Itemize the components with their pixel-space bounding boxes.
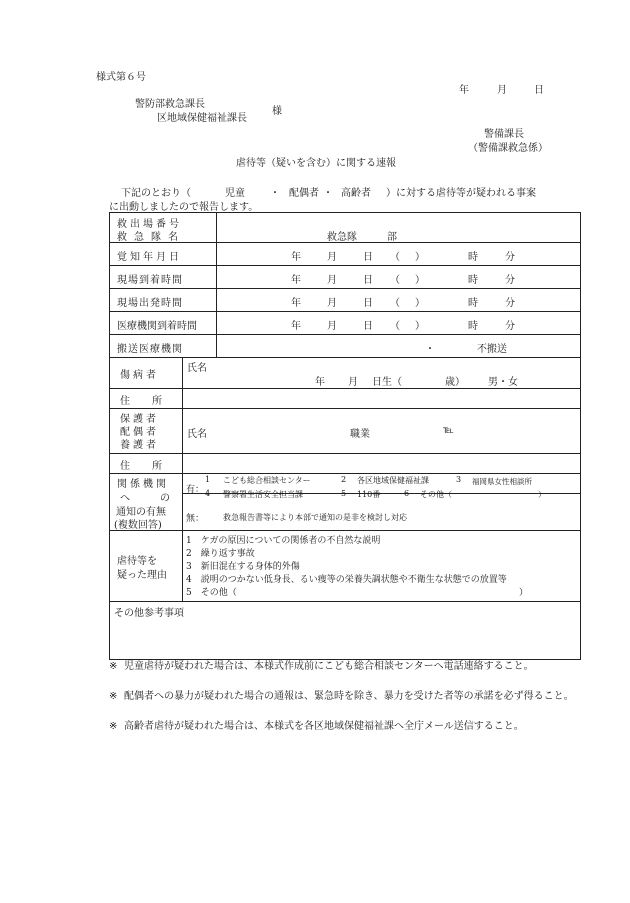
label-other-remarks: その他参考事項 xyxy=(114,608,184,619)
intro-option-elderly: 高齢者 xyxy=(341,188,371,199)
time-month: 月 xyxy=(327,252,337,263)
reason-other-close: ） xyxy=(519,588,529,598)
time-day: 日 xyxy=(363,298,373,309)
reason-item: 3 新旧混在する身体的外傷 xyxy=(186,562,300,572)
time-month: 月 xyxy=(327,275,337,286)
label-awareness-date: 覚知年月日 xyxy=(117,252,182,263)
footnote-text: 高齢者虐待が疑われた場合は、本様式を各区地域保健福祉課へ全庁メール送信すること。 xyxy=(124,721,524,732)
footnote xyxy=(109,659,579,674)
time-hour: 時 xyxy=(468,321,478,332)
label-scene-departure: 現場出発時間 xyxy=(117,298,183,309)
date-month-label: 月 xyxy=(497,85,507,96)
notify-option-5-num: 5 xyxy=(341,489,347,498)
notify-no-text: 救急報告書等により本部で通知の是非を検討し対応 xyxy=(223,513,407,522)
label-scene-arrival: 現場到着時間 xyxy=(117,275,183,286)
notify-no-label: 無： xyxy=(186,514,205,524)
time-minute: 分 xyxy=(505,275,515,286)
time-hour: 時 xyxy=(468,275,478,286)
time-close-paren: ） xyxy=(415,275,425,286)
guardian-name-label: 氏名 xyxy=(187,429,207,440)
guardian-tel-label: ℡ xyxy=(443,425,454,436)
label-address-patient: 住所 xyxy=(120,396,184,407)
label-hospital-arrival: 医療機関到着時間 xyxy=(117,321,197,332)
patient-name-label: 氏名 xyxy=(187,363,207,374)
dispatch-section-suffix: 部 xyxy=(387,232,397,243)
notify-option-6: その他（ xyxy=(420,490,452,499)
label-to: への xyxy=(120,493,200,504)
patient-sex: 男・女 xyxy=(488,377,518,388)
time-hour: 時 xyxy=(468,252,478,263)
notify-option-5: 110番 xyxy=(357,490,381,499)
reason-item: 2 繰り返す事故 xyxy=(186,549,255,559)
intro-line2: に出動しましたので報告します。 xyxy=(109,202,259,213)
label-dispatch-number: 救出場番号 xyxy=(117,219,182,230)
time-open-paren: （ xyxy=(390,321,400,332)
footnote-text: 児童虐待が疑われた場合は、本様式作成前にこども総合相談センターへ電話連絡すること。 xyxy=(124,661,534,672)
intro-option-spouse: 配偶者 xyxy=(289,188,319,199)
recipient-honorific: 様 xyxy=(272,106,282,117)
notify-option-2: 各区地域保健福祉課 xyxy=(357,476,429,485)
label-abuse-reason-1: 虐待等を xyxy=(117,556,157,567)
guardian-job-label: 職業 xyxy=(350,429,370,440)
time-close-paren: ） xyxy=(415,321,425,332)
time-year: 年 xyxy=(291,275,301,286)
notify-option-3-num: 3 xyxy=(456,475,462,484)
label-abuse-reason-2: 疑った理由 xyxy=(117,570,167,581)
time-hour: 時 xyxy=(468,298,478,309)
label-related-agencies: 関係機関 xyxy=(117,479,169,490)
time-close-paren: ） xyxy=(415,298,425,309)
reason-item: 5 その他（ xyxy=(186,588,237,598)
patient-birth-day: 日生（ xyxy=(372,377,402,388)
notify-option-4: 警察署生活安全担当課 xyxy=(223,490,303,499)
reason-item: 4 説明のつかない低身長、るい痩等の栄養失調状態や不衛生な状態での放置等 xyxy=(186,575,507,585)
label-notify-presence: 通知の有無 xyxy=(116,507,166,518)
notify-option-1: こども総合相談センター xyxy=(223,476,311,485)
notify-yes-label: 有： xyxy=(186,485,205,495)
time-year: 年 xyxy=(291,321,301,332)
recipient-line1: 警防部救急課長 xyxy=(135,99,205,110)
time-month: 月 xyxy=(327,321,337,332)
intro-suffix: ）に対する虐待等が疑われる事案 xyxy=(386,188,536,199)
transport-none: 不搬送 xyxy=(477,344,507,355)
label-guardian: 保護者 xyxy=(120,414,159,425)
footnote-mark: ※ xyxy=(109,691,118,702)
patient-age: 歳） xyxy=(445,377,465,388)
reason-item: 1 ケガの原因についての関係者の不自然な説明 xyxy=(186,536,381,546)
time-minute: 分 xyxy=(505,298,515,309)
time-open-paren: （ xyxy=(390,275,400,286)
label-transport-hospital: 搬送医療機関 xyxy=(117,344,183,355)
time-close-paren: ） xyxy=(415,252,425,263)
notify-option-4-num: 4 xyxy=(205,489,211,498)
dispatch-unit-suffix: 救急隊 xyxy=(327,232,357,243)
label-address-guardian: 住所 xyxy=(120,461,184,472)
label-unit-name: 救急隊名 xyxy=(117,232,185,243)
time-minute: 分 xyxy=(505,252,515,263)
sender-line2: （警備課救急係） xyxy=(468,143,548,154)
date-year-label: 年 xyxy=(459,85,469,96)
label-caregiver: 養護者 xyxy=(120,440,159,451)
patient-birth-month: 月 xyxy=(348,377,358,388)
sender-line1: 警備課長 xyxy=(484,129,524,140)
time-month: 月 xyxy=(327,298,337,309)
time-day: 日 xyxy=(363,252,373,263)
notify-option-2-num: 2 xyxy=(341,475,347,484)
intro-option-child: 児童 xyxy=(225,188,245,199)
notify-option-6-close: ） xyxy=(538,490,546,499)
time-open-paren: （ xyxy=(390,252,400,263)
footnote xyxy=(109,689,579,704)
page-title: 虐待等（疑いを含む）に関する速報 xyxy=(236,158,396,169)
time-day: 日 xyxy=(363,275,373,286)
form-number: 様式第６号 xyxy=(96,72,146,83)
time-open-paren: （ xyxy=(390,298,400,309)
patient-birth-year: 年 xyxy=(315,377,325,388)
footnote-mark: ※ xyxy=(109,661,118,672)
notify-option-6-num: 6 xyxy=(404,489,410,498)
footnote-text: 配偶者への暴力が疑われた場合の通報は、緊急時を除き、暴力を受けた者等の承諾を必ず得ること。 xyxy=(124,691,574,702)
label-spouse: 配偶者 xyxy=(120,427,159,438)
notify-option-1-num: 1 xyxy=(205,475,211,484)
time-year: 年 xyxy=(291,298,301,309)
time-minute: 分 xyxy=(505,321,515,332)
intro-prefix: 下記のとおり（ xyxy=(121,188,191,199)
footnote xyxy=(109,719,579,734)
intro-option-dot1: ・ xyxy=(270,188,280,199)
date-day-label: 日 xyxy=(534,85,544,96)
label-patient: 傷病者 xyxy=(120,370,159,381)
notify-option-3: 福岡県女性相談所 xyxy=(472,477,532,486)
transport-dot: ・ xyxy=(425,344,435,355)
intro-option-dot2: ・ xyxy=(323,188,333,199)
report-form-table xyxy=(109,212,581,660)
time-year: 年 xyxy=(291,252,301,263)
footnote-mark: ※ xyxy=(109,721,118,732)
label-multiple-answers: (複数回答) xyxy=(114,520,162,531)
time-day: 日 xyxy=(363,321,373,332)
recipient-line2: 区地域保健福祉課長 xyxy=(157,113,247,124)
